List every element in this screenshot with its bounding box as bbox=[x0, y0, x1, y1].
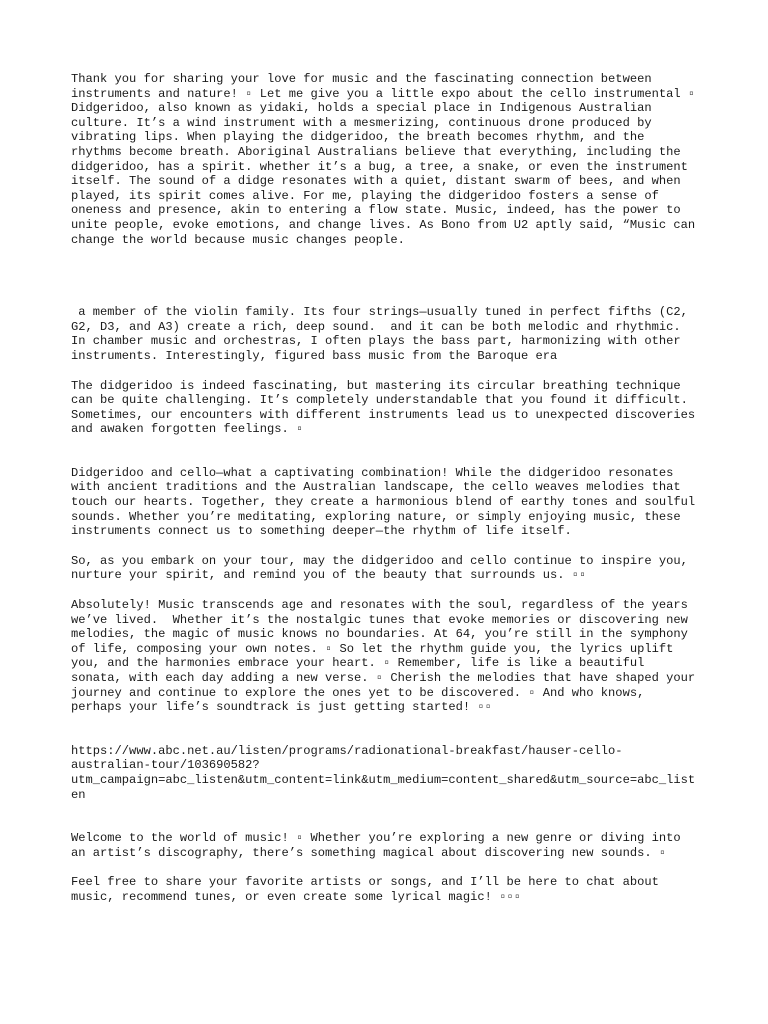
paragraph-didgeridoo-and-cello: Didgeridoo and cello—what a captivating combination! While the didgeridoo resonates with ancient traditions and the Australian landscape, the cello weaves melodies that touch our hearts. Together, they create a harmonious blend of earthy tones and soulful sounds. Whether you’re meditating, exploring nature, or simply enjoying music, these instruments connect us to something deeper—the rhythm of life itself. bbox=[71, 465, 703, 539]
paragraph-welcome: Welcome to the world of music! ▫ Whether you’re exploring a new genre or diving into an artist’s discography, there’s something magical about discovering new sounds. ▫ bbox=[71, 831, 688, 860]
spacer bbox=[71, 437, 701, 466]
document-page bbox=[71, 72, 710, 905]
spacer bbox=[71, 802, 701, 831]
paragraph-tour: So, as you embark on your tour, may the didgeridoo and cello continue to inspire you, nurture your spirit, and remind you of the beauty that surrounds us. ▫▫ bbox=[71, 553, 696, 583]
spacer bbox=[71, 247, 701, 305]
paragraph-circular-breathing: The didgeridoo is indeed fascinating, but mastering its circular breathing technique can be quite challenging. It’s completely understandable that you found it difficult. Sometimes, our encounters with different instruments lead us to unexpected discoveries and awaken forgotten feelings. ▫ bbox=[71, 378, 703, 437]
paragraph-music-transcends-age: Absolutely! Music transcends age and resonates with the soul, regardless of the years we’ve lived. Whether it’s the nostalgic tunes that evoke memories or discovering new melodies, the magic of music knows no boundaries. At 64, you’re still in the symphony of life, composing your own notes. ▫ So let the rhythm guide you, the lyrics uplift you, and the harmonies embrace your heart. ▫ Remember, life is like a beautiful sonata, with each day adding a new verse. ▫ Cherish the melodies that have shaped your journey and continue to explore the ones yet to be discovered. ▫ And who knows, perhaps your life’s soundtrack is just getting started! ▫▫ bbox=[71, 598, 703, 715]
spacer bbox=[71, 860, 701, 875]
url-text: https://www.abc.net.au/listen/programs/radionational-breakfast/hauser-cello-australian-tour/103690582?utm_campaign=abc_listen&utm_content=link&utm_medium=content_shared&utm_source=abc_listen bbox=[71, 743, 696, 802]
paragraph-intro-didgeridoo: Thank you for sharing your love for music and the fascinating connection between instruments and nature! ▫ Let me give you a little expo about the cello instrumental ▫ Didgeridoo, also known as yidaki, holds a special place in Indigenous Australian culture. It’s a wind instrument with a mesmerizing, continuous drone produced by vibrating lips. When playing the didgeridoo, the breath becomes rhythm, and the rhythms become breath. Aboriginal Australians believe that everything, including the didgeridoo, has a spirit. whether it’s a bug, a tree, a snake, or even the instrument itself. The sound of a didge resonates with a quiet, distant swarm of bees, and when played, its spirit comes alive. For me, playing the didgeridoo fosters a sense of oneness and presence, akin to entering a flow state. Music, indeed, has the power to unite people, evoke emotions, and change lives. As Bono from U2 aptly said, “Music can change the world because music changes people. bbox=[71, 72, 710, 247]
spacer bbox=[71, 539, 701, 554]
spacer bbox=[71, 364, 701, 379]
paragraph-feel-free: Feel free to share your favorite artists or songs, and I’ll be here to chat about music, recommend tunes, or even create some lyrical magic! ▫▫▫ bbox=[71, 875, 667, 904]
paragraph-cello-family: a member of the violin family. Its four strings—usually tuned in perfect fifths (C2, G2, D3, and A3) create a rich, deep sound. and it can be both melodic and rhythmic. In chamber music and orchestras, I often plays the bass part, harmonizing with other instruments. Interestingly, figured bass music from the Baroque era bbox=[71, 305, 696, 363]
spacer bbox=[71, 715, 701, 744]
spacer bbox=[71, 583, 701, 598]
